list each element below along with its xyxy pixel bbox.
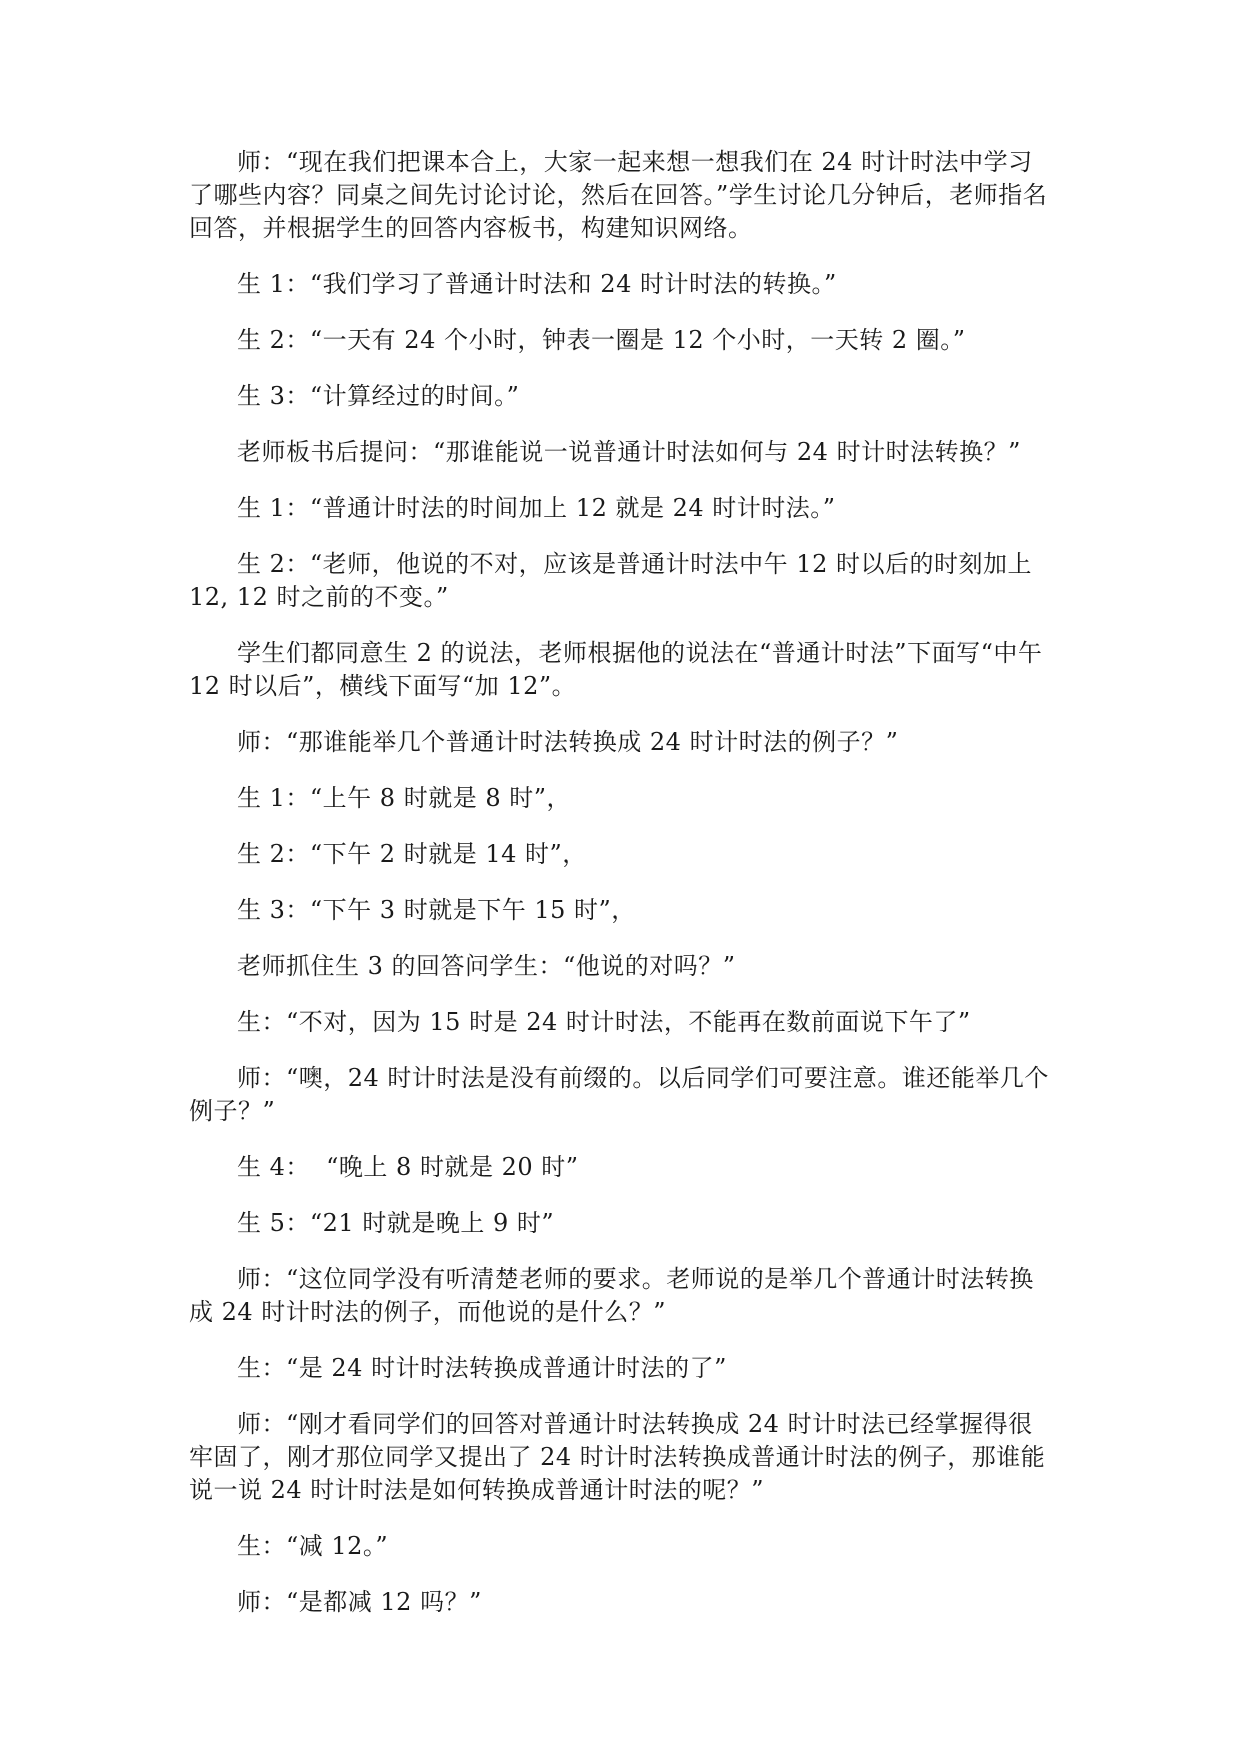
paragraph: 师：“刚才看同学们的回答对普通计时法转换成 24 时计时法已经掌握得很牢固了，刚才那位同学又提出了 24 时计时法转换成普通计时法的例子，那谁能说一说 24 时计时法是如何转换成普通计时法的呢？” [189, 1410, 1046, 1504]
paragraph: 生 1：“我们学习了普通计时法和 24 时计时法的转换。” [237, 270, 837, 298]
paragraph: 生 3：“下午 3 时就是下午 15 时”， [237, 896, 636, 924]
paragraph: 生 3：“计算经过的时间。” [237, 382, 520, 410]
paragraph: 师：“现在我们把课本合上，大家一起来想一想我们在 24 时计时法中学习了哪些内容？同桌之间先讨论讨论，然后在回答。”学生讨论几分钟后，老师指名回答，并根据学生的回答内容板书，构建知识网络。 [189, 148, 1048, 242]
paragraph: 老师板书后提问：“那谁能说一说普通计时法如何与 24 时计时法转换？” [237, 438, 1021, 466]
paragraph: 生 1：“上午 8 时就是 8 时”， [237, 784, 571, 812]
paragraph: 学生们都同意生 2 的说法，老师根据他的说法在“普通计时法”下面写“中午 12 时以后”，横线下面写“加 12”。 [189, 639, 1051, 700]
paragraph: 生：“是 24 时计时法转换成普通计时法的了” [237, 1354, 727, 1382]
paragraph: 师：“是都减 12 吗？” [237, 1588, 482, 1616]
paragraph: 生 2：“一天有 24 个小时，钟表一圈是 12 个小时，一天转 2 圈。” [237, 326, 966, 354]
paragraph: 生：“不对，因为 15 时是 24 时计时法，不能再在数前面说下午了” [237, 1008, 971, 1036]
paragraph: 师：“噢，24 时计时法是没有前缀的。以后同学们可要注意。谁还能举几个例子？” [189, 1064, 1049, 1125]
document-page [189, 146, 1049, 1642]
paragraph: 生 4： “晚上 8 时就是 20 时” [237, 1153, 579, 1181]
paragraph: 师：“那谁能举几个普通计时法转换成 24 时计时法的例子？” [237, 728, 899, 756]
paragraph: 生 2：“老师，他说的不对，应该是普通计时法中午 12 时以后的时刻加上 12, 12 时之前的不变。” [189, 550, 1041, 611]
paragraph: 生 5：“21 时就是晚上 9 时” [237, 1209, 555, 1237]
paragraph: 老师抓住生 3 的回答问学生：“他说的对吗？” [237, 952, 736, 980]
paragraph: 生：“减 12。” [237, 1532, 389, 1560]
paragraph: 生 2：“下午 2 时就是 14 时”， [237, 840, 587, 868]
paragraph: 生 1：“普通计时法的时间加上 12 就是 24 时计时法。” [237, 494, 836, 522]
paragraph: 师：“这位同学没有听清楚老师的要求。老师说的是举几个普通计时法转换成 24 时计时法的例子，而他说的是什么？” [189, 1265, 1034, 1326]
